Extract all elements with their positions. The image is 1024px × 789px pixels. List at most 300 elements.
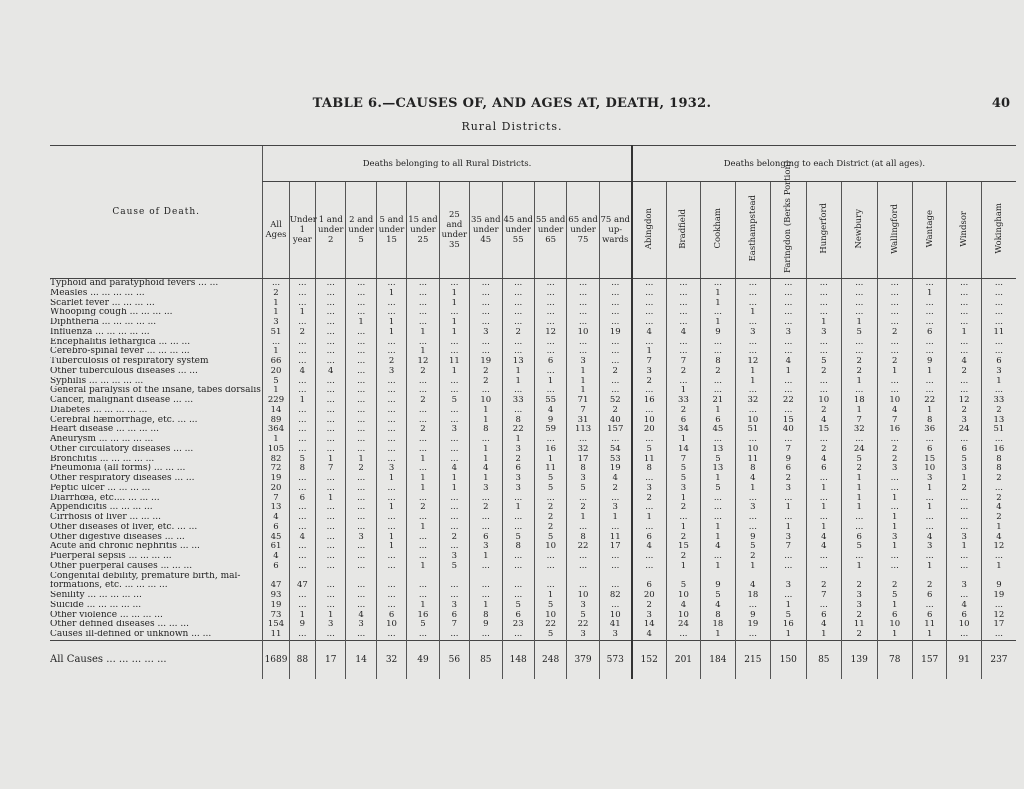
table-cell — [567, 572, 599, 582]
age-header: 1 and under 2 — [316, 182, 346, 279]
table-cell: 1 — [407, 474, 439, 484]
table-cell: 40 — [599, 416, 632, 426]
table-cell: 14 — [632, 620, 666, 630]
table-cell: 6 — [771, 464, 806, 474]
table-cell: 1 — [376, 533, 406, 543]
table-cell: 1 — [470, 474, 502, 484]
table-cell: 2 — [842, 611, 877, 621]
table-cell: ... — [981, 289, 1016, 299]
table-cell: ... — [735, 494, 770, 504]
table-row — [50, 503, 1016, 513]
table-cell: ... — [771, 377, 806, 387]
table-cell: 8 — [701, 357, 735, 367]
table-cell: 2 — [502, 328, 534, 338]
table-cell: ... — [842, 523, 877, 533]
district-header — [701, 182, 735, 279]
table-cell: ... — [439, 406, 469, 416]
table-cell: ... — [534, 386, 566, 396]
table-cell: 1 — [439, 474, 469, 484]
table-cell: ... — [346, 367, 376, 377]
table-cell: 2 — [981, 474, 1016, 484]
table-cell: ... — [599, 308, 632, 318]
table-cell: ... — [407, 533, 439, 543]
district-header — [912, 182, 946, 279]
table-cell: ... — [947, 503, 981, 513]
table-cell: ... — [470, 591, 502, 601]
table-cell: 9 — [289, 620, 315, 630]
table-cell: 11 — [842, 620, 877, 630]
table-cell: ... — [735, 386, 770, 396]
table-cell — [263, 572, 289, 582]
table-cell: ... — [316, 591, 346, 601]
table-cell: 4 — [735, 474, 770, 484]
district-header — [632, 182, 666, 279]
table-cell: 1 — [771, 523, 806, 533]
table-cell: 4 — [289, 533, 315, 543]
table-cell: 88 — [289, 640, 315, 679]
table-cell — [632, 572, 666, 582]
cause-label: Other puerperal causes ... ... ... — [50, 561, 193, 571]
table-cell: 11 — [534, 464, 566, 474]
table-cell: ... — [981, 347, 1016, 357]
table-cell: 7 — [806, 591, 841, 601]
table-cell: ... — [771, 552, 806, 562]
table-cell: 4 — [666, 328, 700, 338]
table-cell: 21 — [701, 396, 735, 406]
table-cell: 4 — [806, 416, 841, 426]
table-cell: 7 — [567, 406, 599, 416]
table-cell: ... — [771, 435, 806, 445]
table-cell: 4 — [806, 533, 841, 543]
table-cell: ... — [407, 386, 439, 396]
table-cell: 2 — [877, 328, 912, 338]
table-cell: 18 — [701, 620, 735, 630]
table-cell: ... — [439, 503, 469, 513]
table-cell: 32 — [567, 445, 599, 455]
table-cell: 1 — [701, 474, 735, 484]
table-cell: ... — [842, 435, 877, 445]
table-cell: 6 — [666, 416, 700, 426]
table-cell: 5 — [567, 611, 599, 621]
table-cell: 55 — [534, 396, 566, 406]
table-cell: 19 — [599, 328, 632, 338]
table-cell: ... — [599, 299, 632, 309]
cause-label: Pneumonia (all forms) ... ... ... — [50, 464, 186, 474]
table-cell: ... — [376, 562, 406, 572]
table-cell: ... — [877, 484, 912, 494]
table-row — [50, 338, 1016, 348]
district-header — [806, 182, 841, 279]
table-cell: 3 — [470, 484, 502, 494]
table-cell: ... — [502, 299, 534, 309]
page-title: TABLE 6.—CAUSES OF, AND AGES AT, DEATH, 1932. — [312, 96, 712, 111]
table-cell: 7 — [842, 416, 877, 426]
table-cell: ... — [439, 416, 469, 426]
table-cell: ... — [735, 523, 770, 533]
table-cell: 17 — [567, 455, 599, 465]
table-cell: ... — [502, 289, 534, 299]
table-cell: 1 — [806, 630, 841, 640]
table-cell: ... — [316, 474, 346, 484]
table-cell: 1 — [470, 416, 502, 426]
table-cell: ... — [407, 542, 439, 552]
table-cell: ... — [470, 630, 502, 640]
table-cell: ... — [502, 562, 534, 572]
table-cell: ... — [376, 425, 406, 435]
table-cell: 41 — [599, 620, 632, 630]
table-cell: 16 — [981, 445, 1016, 455]
table-cell: 148 — [502, 640, 534, 679]
table-cell: 1 — [842, 406, 877, 416]
table-cell: ... — [346, 425, 376, 435]
table-cell: 1 — [567, 513, 599, 523]
table-cell: ... — [599, 494, 632, 504]
table-cell: 2 — [439, 533, 469, 543]
table-cell: 2 — [842, 357, 877, 367]
table-cell: 5 — [534, 533, 566, 543]
table-cell: ... — [376, 484, 406, 494]
table-cell: ... — [346, 562, 376, 572]
table-cell: 3 — [567, 630, 599, 640]
table-cell: ... — [947, 494, 981, 504]
table-cell: ... — [470, 513, 502, 523]
cause-label: Congenital debility, premature birth, mal- — [50, 571, 241, 581]
table-cell: 8 — [981, 455, 1016, 465]
table-cell: 1 — [439, 484, 469, 494]
table-cell: 3 — [376, 464, 406, 474]
table-row — [50, 279, 1016, 289]
table-cell: ... — [470, 318, 502, 328]
table-cell: 2 — [470, 377, 502, 387]
table-cell: ... — [346, 591, 376, 601]
table-cell: 10 — [599, 611, 632, 621]
table-cell: ... — [534, 562, 566, 572]
table-cell: 6 — [912, 611, 946, 621]
table-cell: 5 — [567, 484, 599, 494]
table-cell: ... — [316, 533, 346, 543]
table-cell: ... — [806, 377, 841, 387]
table-cell: 1 — [735, 308, 770, 318]
table-cell: ... — [316, 601, 346, 611]
cause-label: General paralysis of the insane, tabes dorsalis — [50, 386, 261, 396]
table-cell: ... — [912, 299, 946, 309]
table-cell: ... — [632, 552, 666, 562]
table-cell: 33 — [666, 396, 700, 406]
table-cell: 2 — [947, 406, 981, 416]
table-row — [50, 591, 1016, 601]
table-cell: ... — [534, 338, 566, 348]
table-cell: 24 — [842, 445, 877, 455]
table-cell: ... — [534, 367, 566, 377]
district-header-label: Abingdon — [644, 207, 655, 250]
table-cell: 10 — [735, 445, 770, 455]
table-cell: 8 — [632, 464, 666, 474]
table-cell: 1 — [912, 406, 946, 416]
table-cell: 4 — [470, 464, 502, 474]
cause-label: Appendicitis ... ... ... ... — [50, 503, 153, 513]
table-cell: 3 — [771, 533, 806, 543]
table-cell: 22 — [567, 542, 599, 552]
table-cell: ... — [632, 338, 666, 348]
table-cell: 3 — [502, 445, 534, 455]
table-cell: 19 — [263, 601, 289, 611]
table-cell: ... — [346, 299, 376, 309]
cause-label: Other violence ... ... ... ... — [50, 610, 163, 620]
table-cell: 6 — [502, 611, 534, 621]
cause-label: Peptic ulcer ... ... ... ... — [50, 483, 151, 493]
table-row — [50, 572, 1016, 582]
table-cell: 1 — [877, 367, 912, 377]
table-cell — [981, 572, 1016, 582]
table-cell: 1 — [263, 347, 289, 357]
table-cell: ... — [316, 542, 346, 552]
table-cell: 5 — [701, 455, 735, 465]
table-cell: 1 — [470, 455, 502, 465]
table-cell: 18 — [842, 396, 877, 406]
table-cell: ... — [289, 552, 315, 562]
table-cell: 4 — [806, 620, 841, 630]
cause-header: Cause of Death. — [50, 146, 263, 279]
table-row — [50, 533, 1016, 543]
table-cell: 16 — [877, 425, 912, 435]
table-cell: ... — [599, 552, 632, 562]
table-cell: ... — [289, 601, 315, 611]
table-cell: ... — [842, 289, 877, 299]
district-header — [981, 182, 1016, 279]
cause-label: Scarlet fever ... ... ... ... — [50, 298, 155, 308]
table-cell: 6 — [842, 533, 877, 543]
table-cell: ... — [806, 552, 841, 562]
table-cell: 2 — [263, 289, 289, 299]
table-cell: ... — [771, 338, 806, 348]
table-cell: 248 — [534, 640, 566, 679]
table-cell: ... — [771, 318, 806, 328]
table-cell: 2 — [947, 484, 981, 494]
table-cell: 40 — [771, 425, 806, 435]
table-cell: 4 — [263, 552, 289, 562]
table-cell: ... — [502, 552, 534, 562]
table-cell: ... — [912, 494, 946, 504]
table-row — [50, 464, 1016, 474]
table-cell: 10 — [666, 591, 700, 601]
table-cell: ... — [947, 630, 981, 640]
table-cell: ... — [289, 299, 315, 309]
table-cell: 2 — [806, 581, 841, 591]
table-cell: ... — [842, 279, 877, 289]
table-cell: 15 — [771, 416, 806, 426]
table-cell: ... — [316, 435, 346, 445]
table-cell: ... — [289, 425, 315, 435]
table-cell: ... — [439, 279, 469, 289]
table-cell: 9 — [912, 357, 946, 367]
table-cell: 32 — [376, 640, 406, 679]
table-cell: ... — [771, 279, 806, 289]
table-cell: 12 — [407, 357, 439, 367]
table-cell: 2 — [502, 455, 534, 465]
table-cell — [316, 572, 346, 582]
table-cell: ... — [439, 347, 469, 357]
table-cell: ... — [376, 591, 406, 601]
table-row — [50, 611, 1016, 621]
table-cell: 15 — [912, 455, 946, 465]
table-cell: 6 — [376, 611, 406, 621]
table-cell: 20 — [263, 484, 289, 494]
table-cell: ... — [346, 396, 376, 406]
table-row — [50, 562, 1016, 572]
table-cell: 73 — [263, 611, 289, 621]
table-cell: 1 — [407, 484, 439, 494]
table-cell: ... — [502, 318, 534, 328]
table-cell: 3 — [666, 484, 700, 494]
table-cell: ... — [567, 308, 599, 318]
table-cell: ... — [771, 406, 806, 416]
table-cell: 1 — [376, 328, 406, 338]
table-cell: 22 — [502, 425, 534, 435]
table-cell: 6 — [439, 611, 469, 621]
table-cell: 33 — [981, 396, 1016, 406]
table-cell: 72 — [263, 464, 289, 474]
table-cell: ... — [771, 562, 806, 572]
table-cell: 1 — [316, 611, 346, 621]
table-cell: ... — [376, 406, 406, 416]
table-cell: 9 — [701, 328, 735, 338]
table-cell: 573 — [599, 640, 632, 679]
table-cell: ... — [534, 289, 566, 299]
table-cell: 3 — [439, 425, 469, 435]
table-cell: 3 — [502, 474, 534, 484]
table-cell: ... — [912, 279, 946, 289]
table-cell: 10 — [947, 620, 981, 630]
table-cell: ... — [981, 601, 1016, 611]
table-row — [50, 581, 1016, 591]
table-cell: 1 — [701, 533, 735, 543]
table-cell: ... — [947, 289, 981, 299]
table-cell: ... — [407, 406, 439, 416]
table-cell: ... — [289, 406, 315, 416]
table-cell: ... — [439, 630, 469, 640]
table-cell: ... — [632, 279, 666, 289]
district-header — [771, 160, 806, 279]
table-cell: 2 — [981, 494, 1016, 504]
table-cell: 22 — [567, 620, 599, 630]
table-cell: 16 — [534, 445, 566, 455]
table-cell: ... — [599, 357, 632, 367]
table-cell: ... — [289, 474, 315, 484]
table-cell: ... — [346, 484, 376, 494]
table-cell: ... — [376, 581, 406, 591]
table-cell: ... — [289, 338, 315, 348]
table-cell: 6 — [289, 494, 315, 504]
table-cell: 47 — [289, 581, 315, 591]
table-cell: 32 — [842, 425, 877, 435]
table-cell: ... — [346, 416, 376, 426]
table-cell: 4 — [316, 367, 346, 377]
table-cell: 2 — [806, 445, 841, 455]
table-cell: ... — [567, 289, 599, 299]
table-cell: ... — [666, 318, 700, 328]
table-cell: 1 — [947, 542, 981, 552]
table-cell: ... — [947, 279, 981, 289]
table-cell: 7 — [632, 357, 666, 367]
table-cell: 1689 — [263, 640, 289, 679]
table-row — [50, 620, 1016, 630]
table-cell: ... — [316, 513, 346, 523]
table-cell: ... — [407, 552, 439, 562]
table-cell: 3 — [877, 533, 912, 543]
table-cell: 1 — [806, 484, 841, 494]
table-cell: 3 — [632, 367, 666, 377]
table-cell: 1 — [289, 611, 315, 621]
table-cell: 66 — [263, 357, 289, 367]
table-cell: 154 — [263, 620, 289, 630]
table-cell: ... — [289, 289, 315, 299]
table-cell: ... — [771, 591, 806, 601]
table-cell: ... — [842, 338, 877, 348]
table-cell: ... — [981, 630, 1016, 640]
table-cell: 1 — [376, 318, 406, 328]
table-cell: ... — [599, 562, 632, 572]
table-cell: ... — [346, 445, 376, 455]
table-cell: 1 — [701, 630, 735, 640]
table-cell: 10 — [912, 464, 946, 474]
table-cell: 78 — [877, 640, 912, 679]
table-cell: 85 — [806, 640, 841, 679]
table-cell: 1 — [912, 484, 946, 494]
table-cell: 45 — [263, 533, 289, 543]
table-cell: ... — [599, 347, 632, 357]
table-cell: 3 — [470, 542, 502, 552]
table-cell: ... — [289, 591, 315, 601]
table-cell: ... — [947, 299, 981, 309]
table-cell: ... — [947, 562, 981, 572]
table-cell: 1 — [567, 386, 599, 396]
table-cell: 2 — [666, 503, 700, 513]
table-cell: 1 — [263, 435, 289, 445]
table-cell: ... — [289, 542, 315, 552]
table-cell: 2 — [632, 377, 666, 387]
table-cell: 2 — [877, 455, 912, 465]
table-row — [50, 474, 1016, 484]
table-cell: 11 — [263, 630, 289, 640]
table-cell: ... — [877, 289, 912, 299]
table-cell: 10 — [806, 396, 841, 406]
table-cell: ... — [567, 338, 599, 348]
table-cell: ... — [289, 357, 315, 367]
table-cell: ... — [407, 338, 439, 348]
table-cell: 5 — [632, 445, 666, 455]
table-cell: 1 — [877, 601, 912, 611]
table-cell: 3 — [771, 484, 806, 494]
table-cell: 3 — [947, 464, 981, 474]
table-cell: ... — [376, 513, 406, 523]
table-cell: ... — [470, 581, 502, 591]
table-cell: 3 — [567, 474, 599, 484]
table-cell: ... — [947, 318, 981, 328]
table-row — [50, 289, 1016, 299]
age-header: 5 and under 15 — [376, 182, 406, 279]
table-cell: ... — [735, 630, 770, 640]
table-cell: ... — [316, 484, 346, 494]
table-cell: 1 — [567, 367, 599, 377]
table-cell: 1 — [376, 474, 406, 484]
table-cell: 4 — [981, 533, 1016, 543]
table-cell: ... — [439, 591, 469, 601]
table-cell: ... — [877, 318, 912, 328]
table-cell: ... — [806, 347, 841, 357]
table-cell: 1 — [912, 630, 946, 640]
table-cell: 9 — [735, 533, 770, 543]
table-cell: 8 — [567, 464, 599, 474]
